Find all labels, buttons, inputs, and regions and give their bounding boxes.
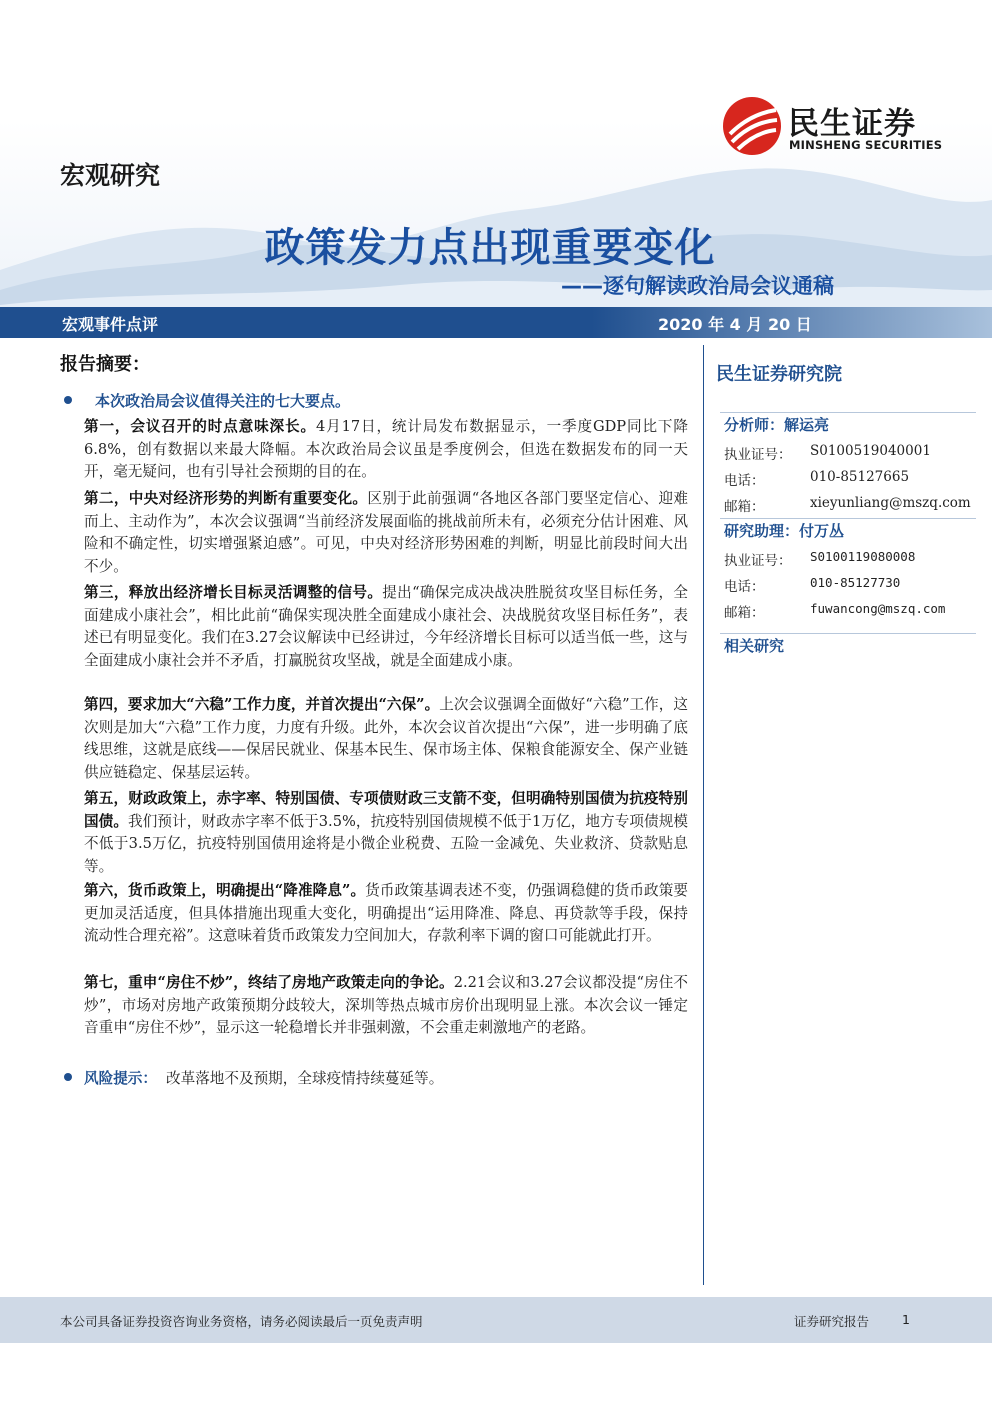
point-body: 货币政策基调表述不变，仍强调稳健的货币政策要更加灵活适度，但具体措施出现重大变化，明确提出“运用降准、降息、再贷款等手段，保持流动性合理充裕”。这意味着货币政策发力空间加大，存款利率下调的窗口可能就此打开。 [84, 882, 688, 945]
point-body: 提出“确保完成决战决胜脱贫攻坚目标任务，全面建成小康社会”，相比此前“确保实现决胜全面建成小康社会、决战脱贫攻坚目标任务”，表述已有明显变化。我们在3.27会议解读中已经讲过，今年经济增长目标可以适当低一些，这与全面建成小康社会并不矛盾，打赢脱贫攻坚战，就是全面建成小康。 [84, 584, 688, 669]
analyst-cert-label: 执业证号： [724, 447, 792, 463]
related-research-heading: 相关研究 [720, 633, 976, 658]
assistant-phone-label: 电话： [724, 579, 765, 595]
report-date: 2020 年 4 月 20 日 [658, 315, 812, 334]
research-institute: 民生证券研究院 [716, 364, 842, 385]
column-divider [703, 345, 704, 1285]
footer-report-label: 证券研究报告 [794, 1314, 870, 1329]
report-info-bar [0, 307, 992, 338]
analyst-email-label: 邮箱： [724, 499, 765, 515]
summary-point-6 [84, 880, 688, 948]
point-lead: 第七，重申“房住不炒”，终结了房地产政策走向的争论。 [84, 974, 454, 991]
summary-key-point: 本次政治局会议值得关注的七大要点。 [95, 392, 351, 410]
assistant-email-label: 邮箱： [724, 605, 765, 621]
point-lead: 第一，会议召开的时点意味深长。 [84, 418, 316, 435]
point-lead: 第二，中央对经济形势的判断有重要变化。 [84, 490, 368, 507]
report-title [0, 216, 992, 273]
analyst-phone: 010-85127665 [810, 469, 910, 485]
point-body: 区别于此前强调“各地区各部门要坚定信心、迎难而上、主动作为”，本次会议强调“当前经济发展面临的挑战前所未有，必须充分估计困难、风险和不确定性，切实增强紧迫感”。可见，中央对经济形势困难的判断，明显比前段时间大出不少。 [84, 490, 688, 575]
assistant-cert: S0100119080008 [810, 549, 916, 564]
point-body: 上次会议强调全面做好“六稳”工作，这次则是加大“六稳”工作力度，力度有升级。此外，本次会议首次提出“六保”，进一步明确了底线思维，这就是底线——保居民就业、保基本民生、保市场主体、保粮食能源安全、保产业链供应链稳定、保基层运转。 [84, 696, 688, 781]
risk-text: 改革落地不及预期，全球疫情持续蔓延等。 [166, 1070, 444, 1087]
assistant-phone: 010-85127730 [810, 575, 901, 590]
point-lead: 第三，释放出经济增长目标灵活调整的信号。 [84, 584, 383, 601]
summary-heading: 报告摘要： [60, 354, 150, 375]
analyst-email[interactable]: xieyunliang@mszq.com [810, 495, 971, 511]
report-category: 宏观研究 [60, 161, 161, 190]
report-title-text: 政策发力点出现重要变化 [264, 225, 716, 271]
report-type: 宏观事件点评 [62, 315, 159, 334]
page-footer [0, 1297, 992, 1343]
assistant-email[interactable]: fuwancong@mszq.com [810, 601, 946, 616]
brand-logo [722, 96, 952, 156]
point-body: 4月17日，统计局发布数据显示，一季度GDP同比下降6.8%，创有数据以来最大降幅。本次政治局会议虽是季度例会，但选在数据发布的同一天开，毫无疑问，也有引导社会预期的目的在。 [84, 418, 688, 481]
assistant-cert-label: 执业证号： [724, 553, 792, 569]
minsheng-logo-icon [722, 96, 782, 156]
summary-point-7 [84, 972, 688, 1040]
summary-point-2 [84, 488, 688, 578]
bullet-icon [64, 396, 72, 404]
summary-point-4 [84, 694, 688, 784]
bullet-icon [64, 1073, 72, 1081]
risk-label: 风险提示： [84, 1070, 157, 1087]
point-body: 我们预计，财政赤字率不低于3.5%，抗疫特别国债规模不低于1万亿，地方专项债规模不低于3.5万亿，抗疫特别国债用途将是小微企业税费、五险一金减免、失业救济、贷款贴息等。 [84, 812, 688, 875]
summary-point-1 [84, 416, 688, 484]
logo-english-name: MINSHENG SECURITIES [789, 138, 943, 152]
summary-point-3 [84, 582, 688, 672]
disclaimer-note: 本公司具备证券投资咨询业务资格，请务必阅读最后一页免责声明 [60, 1314, 423, 1329]
report-subtitle: ——逐句解读政治局会议通稿 [561, 274, 834, 298]
analyst-cert: S0100519040001 [810, 443, 931, 459]
analyst-heading: 分析师：解运亮 [720, 412, 976, 437]
point-lead: 第四，要求加大“六稳”工作力度，并首次提出“六保”。 [84, 696, 440, 713]
summary-point-5 [84, 788, 688, 878]
logo-chinese-name: 民生证券 [788, 106, 916, 142]
analyst-phone-label: 电话： [724, 473, 765, 489]
point-lead: 第六，货币政策上，明确提出“降准降息”。 [84, 882, 366, 899]
page-number: 1 [902, 1312, 910, 1327]
assistant-heading: 研究助理：付万丛 [720, 518, 976, 543]
point-lead: 第五，财政政策上，赤字率、特别国债、专项债财政三支箭不变，但明确特别国债为抗疫特别国债。 [84, 790, 688, 830]
point-body: 2.21会议和3.27会议都没提“房住不炒”，市场对房地产政策预期分歧较大，深圳等热点城市房价出现明显上涨。本次会议一锤定音重申“房住不炒”，显示这一轮稳增长并非强刺激，不会重走刺激地产的老路。 [84, 974, 688, 1037]
